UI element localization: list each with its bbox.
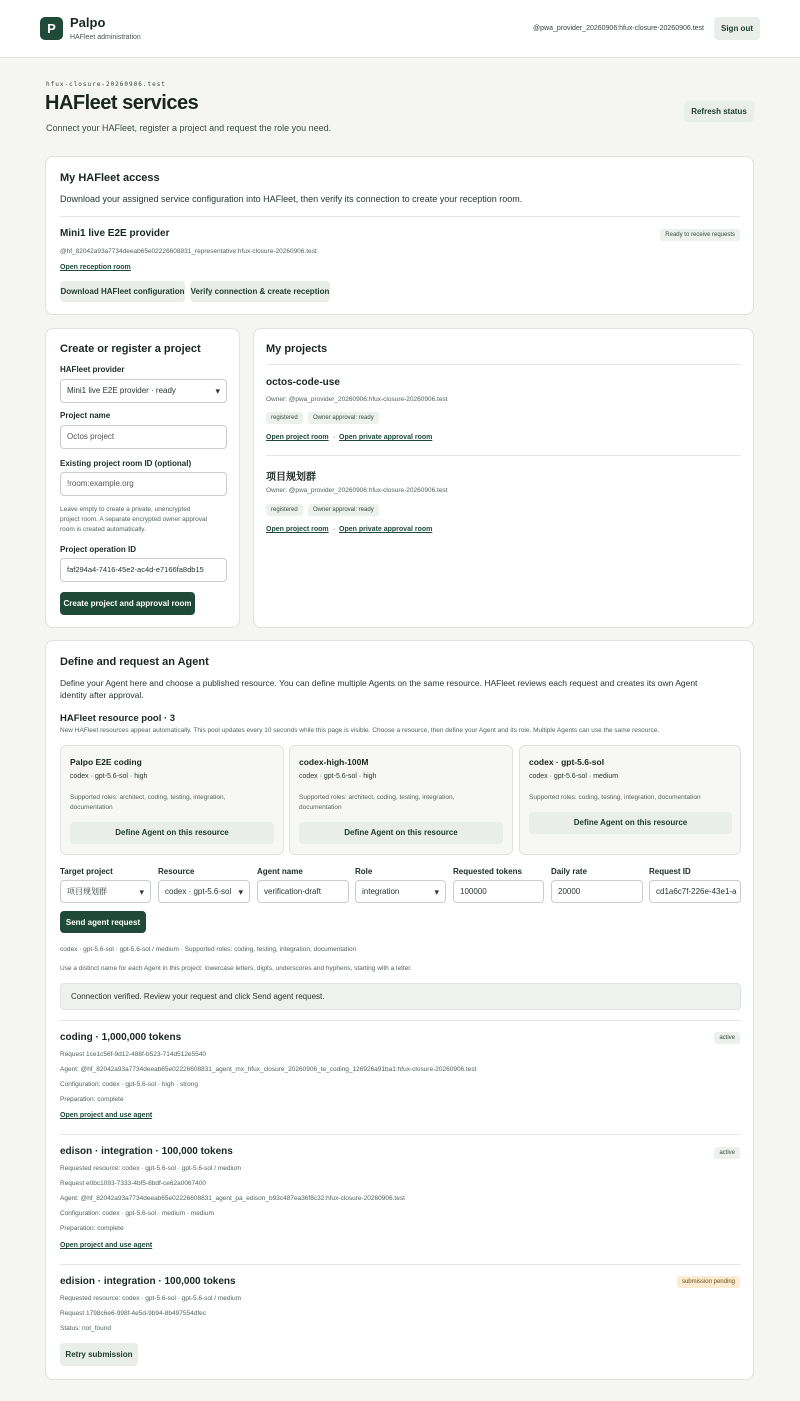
agent-title: Define and request an Agent: [60, 656, 209, 668]
page-title: HAFleet services: [45, 92, 199, 114]
resource-roles: Supported roles: architect, coding, testing, integration,: [70, 794, 226, 801]
daily-rate-input[interactable]: 20000: [551, 880, 643, 903]
open-project-use-agent-link[interactable]: Open project and use agent: [60, 1112, 153, 1119]
resource-select-value: codex · gpt-5.6-sol: [165, 887, 232, 896]
selected-resource-summary: codex · gpt-5.6-sol · gpt-5.6-sol / medium · Supported roles: coding, testing, integration, documentation: [60, 946, 357, 953]
projects-card: [253, 328, 754, 628]
resource-select[interactable]: [158, 880, 250, 903]
project-owner: Owner: @pwa_provider_20260906:hfux-closure-20260906.test: [266, 487, 448, 494]
divider: [266, 455, 741, 456]
divider: [60, 1020, 741, 1021]
provider-label: HAFleet provider: [60, 365, 125, 374]
send-agent-request-button[interactable]: Send agent request: [60, 911, 146, 933]
server-name: hfux-closure-20260906.test: [46, 81, 166, 88]
target-project-value: 项目规划群: [67, 887, 107, 896]
role-select[interactable]: [355, 880, 446, 903]
resource-pool-description: New HAFleet resources appear automatically. This pool updates every 10 seconds while this page is visible. Choose a resource, then define your Agent and its role. Multiple Agents can use the same resource.: [60, 727, 660, 734]
room-hint-2: project room. A separate encrypted owner approval: [60, 516, 208, 523]
request-id-label: Request ID: [649, 867, 691, 876]
resource-label: Resource: [158, 867, 195, 876]
provider-select-value: Mini1 live E2E provider · ready: [67, 386, 176, 395]
page-lead: Connect your HAFleet, register a project and request the role you need.: [46, 123, 332, 133]
divider: [60, 216, 740, 217]
request-preparation: Preparation: complete: [60, 1225, 124, 1232]
link-separator: ·: [333, 526, 336, 533]
target-project-label: Target project: [60, 867, 113, 876]
project-name-label: Project name: [60, 411, 111, 420]
create-project-button[interactable]: Create project and approval room: [60, 592, 195, 615]
define-agent-button[interactable]: Define Agent on this resource: [70, 822, 274, 844]
request-configuration: Configuration: codex · gpt-5.6-sol · medium · medium: [60, 1210, 214, 1217]
request-id: Request 1798c6e6-998f-4e5d-9b94-8b497554dfec: [60, 1310, 207, 1317]
request-preparation: Preparation: complete: [60, 1096, 124, 1103]
room-hint-3: room is created automatically.: [60, 526, 146, 533]
download-config-button[interactable]: Download HAFleet configuration: [60, 281, 185, 302]
operation-id-label: Project operation ID: [60, 545, 137, 554]
current-user: @pwa_provider_20260906:hfux-closure-20260906.test: [533, 25, 704, 32]
retry-submission-button[interactable]: Retry submission: [60, 1343, 138, 1366]
project-approval-badge: Owner approval: ready: [308, 412, 379, 424]
projects-title: My projects: [266, 343, 328, 355]
agent-name-input[interactable]: verification-draft: [257, 880, 349, 903]
request-agent: Agent: @hf_82042a93a7734deeab65e02226608831_agent_pa_edison_b93c487ea36f8c32:hfux-closure-20260906.test: [60, 1195, 405, 1202]
request-id: Request e0bc1093-7333-4bf5-8bdf-ce62a0067400: [60, 1180, 207, 1187]
project-name: octos-code-use: [266, 377, 340, 388]
resource-name: codex · gpt-5.6-sol: [529, 757, 605, 767]
request-status-badge: active: [714, 1032, 740, 1044]
brand-name: Palpo: [70, 15, 106, 30]
create-project-card: [45, 328, 240, 628]
resource-roles: documentation: [299, 804, 342, 811]
daily-rate-label: Daily rate: [551, 867, 588, 876]
resource-card: [519, 745, 741, 855]
requested-tokens-input[interactable]: 100000: [453, 880, 544, 903]
provider-status-badge: Ready to receive requests: [660, 229, 740, 241]
request-status-badge: active: [714, 1147, 740, 1159]
project-owner: Owner: @pwa_provider_20260906:hfux-closure-20260906.test: [266, 396, 448, 403]
divider: [266, 364, 741, 365]
request-configuration: Configuration: codex · gpt-5.6-sol · high · strong: [60, 1081, 199, 1088]
role-select-value: integration: [362, 887, 400, 896]
resource-card: [289, 745, 513, 855]
resource-meta: codex · gpt-5.6-sol · medium: [529, 773, 619, 780]
agent-name-label: Agent name: [257, 867, 303, 876]
access-title: My HAFleet access: [60, 172, 160, 184]
project-approval-badge: Owner approval: ready: [308, 504, 379, 516]
resource-name: codex-high-100M: [299, 757, 369, 767]
resource-card: [60, 745, 284, 855]
resource-roles: documentation: [70, 804, 113, 811]
create-project-title: Create or register a project: [60, 343, 201, 355]
room-id-input[interactable]: !room:example.org: [60, 472, 227, 496]
request-status-badge: submission pending: [677, 1276, 740, 1288]
project-status-badge: registered: [266, 412, 303, 424]
project-name: 项目规划群: [266, 472, 316, 483]
provider-name: Mini1 live E2E provider: [60, 228, 170, 239]
operation-id-input[interactable]: faf294a4-7416-45e2-ac4d-e7166fa8db15: [60, 558, 227, 582]
connection-notice: Connection verified. Review your request and click Send agent request.: [60, 983, 741, 1010]
access-card: [45, 156, 754, 315]
request-id: Request 1ce1c56f-9d12-488f-b523-714d512e5540: [60, 1051, 207, 1058]
open-reception-room-link[interactable]: Open reception room: [60, 264, 131, 271]
agent-name-hint: Use a distinct name for each Agent in this project: lowercase letters, digits, underscores and hyphens, starting with a letter.: [60, 965, 412, 972]
room-id-label: Existing project room ID (optional): [60, 459, 192, 468]
provider-id: @hf_82042a93a7734deeab65e02226608831_representative:hfux-closure-20260906.test: [60, 248, 317, 255]
define-agent-button[interactable]: Define Agent on this resource: [529, 812, 732, 834]
project-status-badge: registered: [266, 504, 303, 516]
top-bar: [0, 0, 800, 58]
refresh-status-button[interactable]: Refresh status: [684, 101, 754, 122]
brand-subtitle: HAFleet administration: [70, 34, 141, 41]
brand-logo: P: [40, 17, 63, 40]
verify-connection-button[interactable]: Verify connection & create reception: [190, 281, 330, 302]
resource-roles: Supported roles: coding, testing, integration, documentation: [529, 794, 701, 801]
divider: [60, 1264, 741, 1265]
request-title: coding · 1,000,000 tokens: [60, 1032, 182, 1043]
open-approval-room-link[interactable]: Open private approval room: [339, 526, 433, 533]
open-project-use-agent-link[interactable]: Open project and use agent: [60, 1242, 153, 1249]
resource-pool-title: HAFleet resource pool · 3: [60, 713, 176, 724]
define-agent-button[interactable]: Define Agent on this resource: [299, 822, 503, 844]
open-project-room-link[interactable]: Open project room: [266, 526, 329, 533]
divider: [60, 1134, 741, 1135]
request-status-text: Status: not_found: [60, 1325, 111, 1332]
role-label: Role: [355, 867, 373, 876]
provider-select[interactable]: [60, 379, 227, 403]
link-separator: ·: [333, 434, 336, 441]
agent-description-2: identity after approval.: [60, 690, 144, 700]
request-agent: Agent: @hf_82042a93a7734deeab65e02226608831_agent_mx_hfux_closure_20260906_te_coding_126926a91ba1:hfux-closure-20260906.test: [60, 1066, 477, 1073]
request-title: edision · integration · 100,000 tokens: [60, 1276, 236, 1287]
requested-tokens-label: Requested tokens: [453, 867, 522, 876]
open-approval-room-link[interactable]: Open private approval room: [339, 434, 433, 441]
project-name-input[interactable]: Octos project: [60, 425, 227, 449]
requested-resource: Requested resource: codex · gpt-5.6-sol · gpt-5.6-sol / medium: [60, 1165, 242, 1172]
sign-out-button[interactable]: Sign out: [714, 17, 760, 40]
access-description: Download your assigned service configuration into HAFleet, then verify its connection to create your reception room.: [60, 194, 523, 204]
agent-description-1: Define your Agent here and choose a published resource. You can define multiple Agents on the same resource. HAFleet reviews each request and creates its own Agent: [60, 678, 698, 688]
request-id-input[interactable]: cd1a6c7f-226e-43e1-a: [649, 880, 741, 903]
room-hint-1: Leave empty to create a private, unencrypted: [60, 506, 191, 513]
resource-meta: codex · gpt-5.6-sol · high: [299, 773, 377, 780]
open-project-room-link[interactable]: Open project room: [266, 434, 329, 441]
request-title: edison · integration · 100,000 tokens: [60, 1146, 233, 1157]
agent-card: [45, 640, 754, 1380]
resource-name: Palpo E2E coding: [70, 757, 142, 767]
resource-roles: Supported roles: architect, coding, testing, integration,: [299, 794, 455, 801]
requested-resource: Requested resource: codex · gpt-5.6-sol · gpt-5.6-sol / medium: [60, 1295, 242, 1302]
target-project-select[interactable]: [60, 880, 151, 903]
resource-meta: codex · gpt-5.6-sol · high: [70, 773, 148, 780]
